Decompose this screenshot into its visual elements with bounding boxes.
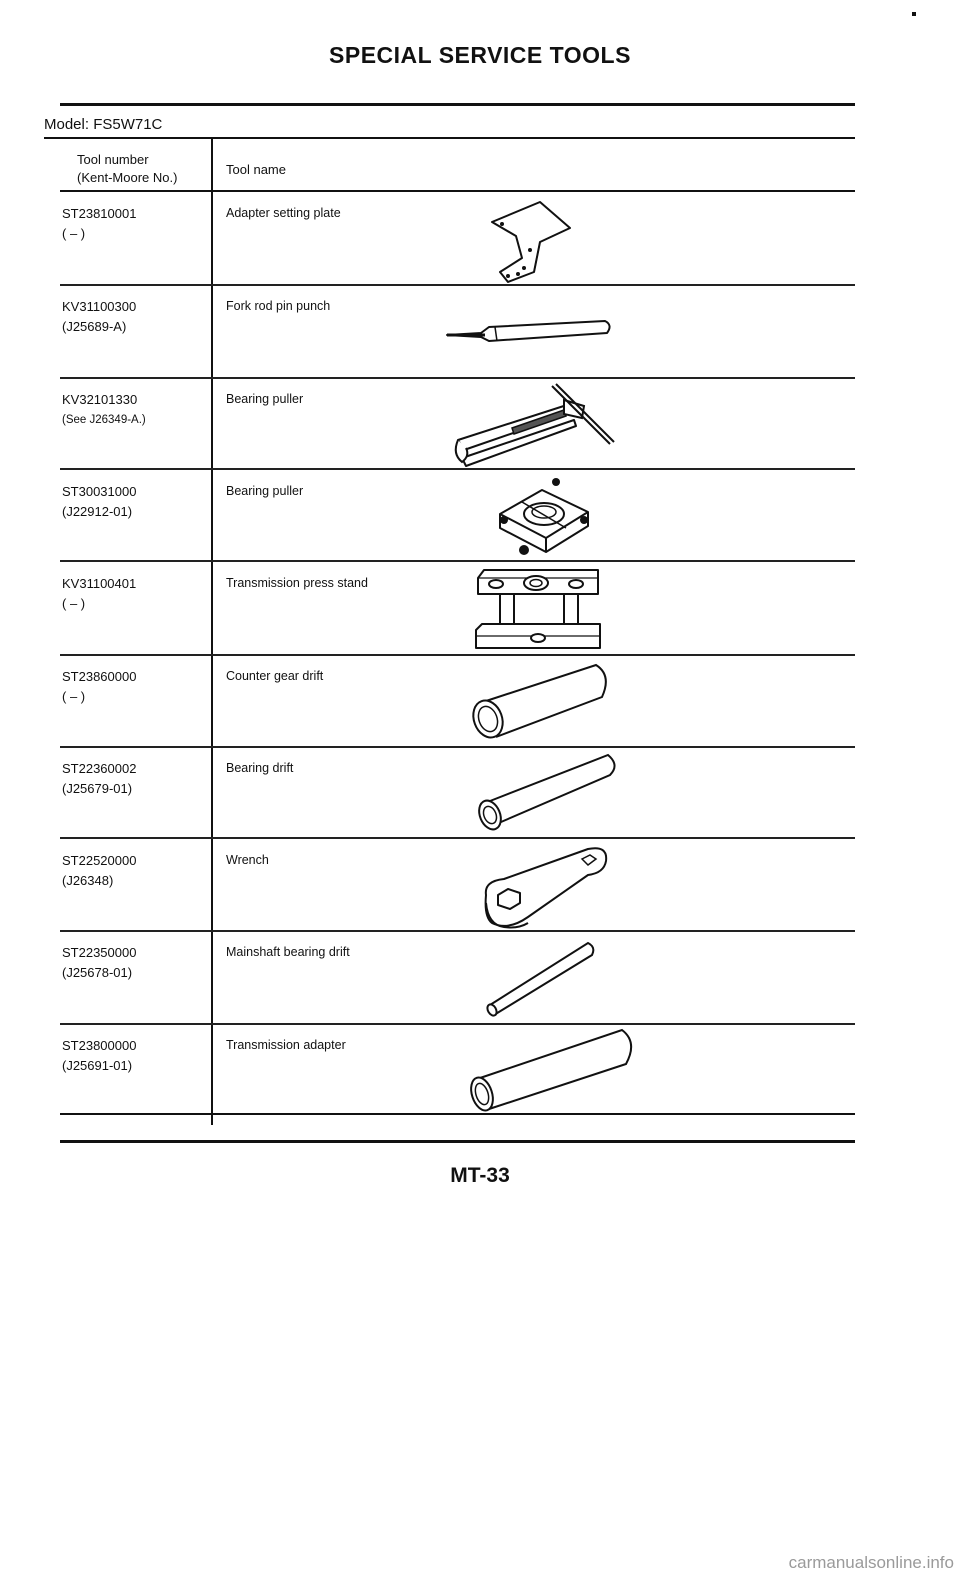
kent-moore-number: (J22912-01)	[62, 504, 133, 519]
tool-number: ST22350000	[62, 945, 137, 960]
counter-gear-drift-icon	[466, 661, 616, 745]
page-title: SPECIAL SERVICE TOOLS	[329, 42, 631, 68]
tool-number: ST23800000	[62, 1038, 137, 1053]
header-tool-number	[77, 151, 202, 187]
tool-number: KV31100300	[62, 299, 137, 314]
tool-number-cell	[62, 482, 202, 522]
split-puller-icon	[494, 474, 594, 560]
tool-number-cell	[62, 574, 202, 614]
tool-number-cell	[62, 667, 202, 707]
row-separator	[60, 560, 855, 562]
page-number: MT-33	[450, 1164, 510, 1187]
tool-number-cell	[62, 1036, 202, 1076]
tool-name: Transmission press stand	[226, 576, 368, 590]
page-bottom-rule	[60, 1140, 855, 1143]
tool-number-cell	[62, 297, 202, 337]
tool-name: Wrench	[226, 853, 269, 867]
kent-moore-number: ( – )	[62, 596, 86, 611]
model-label: Model: FS5W71C	[44, 116, 163, 133]
tool-name: Mainshaft bearing drift	[226, 945, 350, 959]
tool-number: ST23860000	[62, 669, 137, 684]
row-separator	[60, 468, 855, 470]
column-divider	[211, 139, 213, 1125]
tool-number-cell	[62, 204, 202, 244]
header-tool-number-line1: Tool number	[77, 152, 149, 167]
model-rule	[44, 137, 855, 139]
row-separator	[60, 1023, 855, 1025]
tool-number-cell	[62, 390, 202, 430]
header-tool-number-line2: (Kent-Moore No.)	[77, 170, 178, 185]
kent-moore-number: (See J26349-A.)	[62, 414, 146, 426]
press-stand-icon	[472, 566, 604, 654]
row-separator	[60, 654, 855, 656]
tool-name: Bearing puller	[226, 484, 304, 498]
tool-name: Bearing drift	[226, 761, 294, 775]
tool-name: Counter gear drift	[226, 669, 324, 683]
tool-name: Adapter setting plate	[226, 206, 341, 220]
kent-moore-number: (J25689-A)	[62, 319, 127, 334]
transmission-adapter-icon	[468, 1026, 640, 1114]
kent-moore-number: ( – )	[62, 226, 86, 241]
kent-moore-number: (J25678-01)	[62, 965, 133, 980]
title-rule	[60, 103, 855, 106]
tool-number-cell	[62, 759, 202, 799]
tool-number-cell	[62, 943, 202, 983]
tool-number-cell	[62, 851, 202, 891]
tool-number: ST22520000	[62, 853, 137, 868]
header-tool-name: Tool name	[226, 162, 286, 177]
tool-name: Transmission adapter	[226, 1038, 346, 1052]
screw-puller-icon	[452, 384, 622, 474]
wrench-icon	[478, 845, 618, 929]
tool-number: KV31100401	[62, 576, 137, 591]
kent-moore-number: (J25691-01)	[62, 1058, 133, 1073]
watermark: carmanualsonline.info	[788, 1553, 954, 1572]
tool-number: KV32101330	[62, 392, 138, 407]
row-separator	[60, 746, 855, 748]
kent-moore-number: (J26348)	[62, 873, 114, 888]
tool-number: ST30031000	[62, 484, 137, 499]
header-rule	[60, 190, 855, 192]
kent-moore-number: (J25679-01)	[62, 781, 133, 796]
bearing-drift-icon	[476, 753, 624, 837]
tool-name: Fork rod pin punch	[226, 299, 331, 313]
tool-number: ST22360002	[62, 761, 137, 776]
tool-number: ST23810001	[62, 206, 137, 221]
row-separator	[60, 284, 855, 286]
adapter-plate-icon	[478, 200, 578, 280]
kent-moore-number: ( – )	[62, 689, 86, 704]
row-separator	[60, 930, 855, 932]
pin-punch-icon	[445, 315, 615, 345]
tool-name: Bearing puller	[226, 392, 304, 406]
table-bottom-rule	[60, 1113, 855, 1115]
scan-speck	[912, 12, 916, 16]
row-separator	[60, 377, 855, 379]
mainshaft-drift-icon	[482, 941, 602, 1021]
row-separator	[60, 837, 855, 839]
